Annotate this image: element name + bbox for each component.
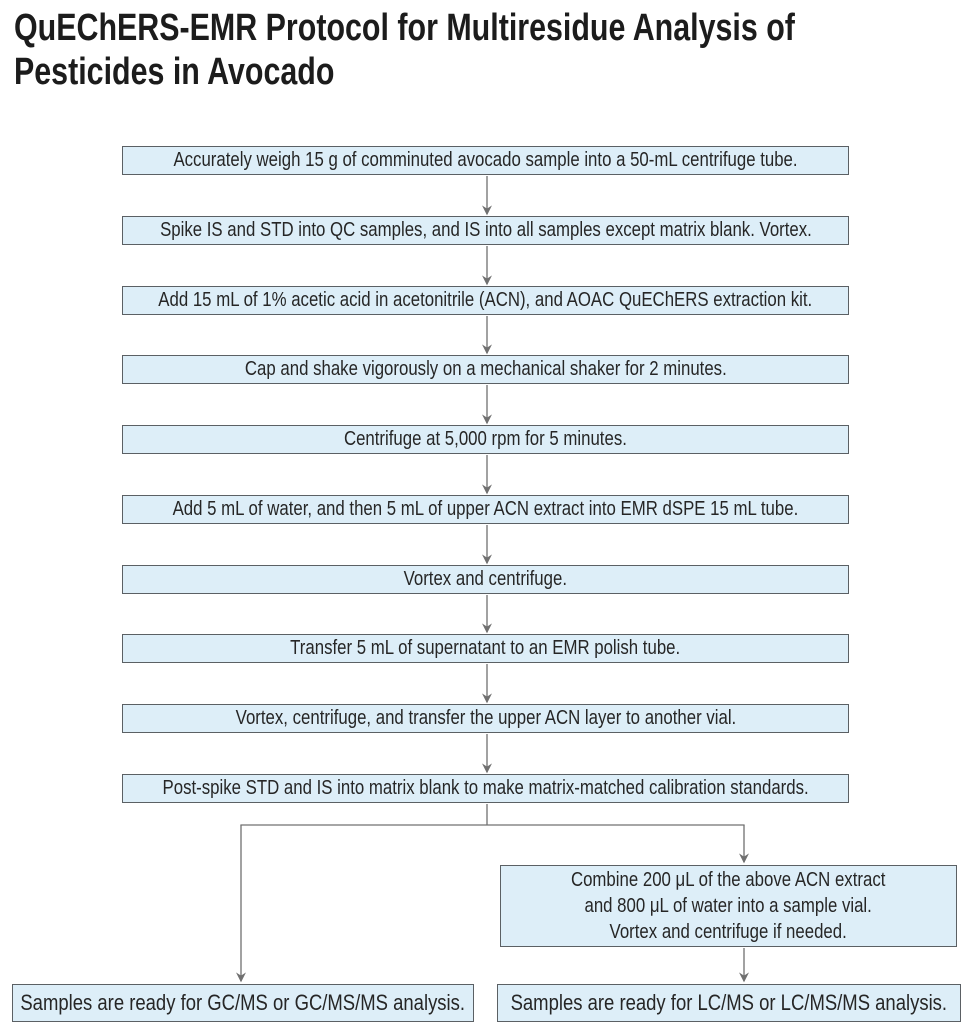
step-label: Accurately weigh 15 g of comminuted avocado sample into a 50-mL centrifuge tube. (173, 149, 798, 171)
step-label: Add 15 mL of 1% acetic acid in acetonitrile (ACN), and AOAC QuEChERS extraction kit. (158, 289, 813, 311)
step-box-10 (122, 774, 849, 803)
step-label: Vortex, centrifuge, and transfer the upper ACN layer to another vial. (235, 707, 736, 729)
step-label: Add 5 mL of water, and then 5 mL of upper ACN extract into EMR dSPE 15 mL tube. (172, 498, 799, 520)
step-box-3 (122, 286, 849, 315)
combine-line-3: Vortex and centrifuge if needed. (609, 921, 848, 943)
step-box-1 (122, 146, 849, 175)
combine-line-1: Combine 200 μL of the above ACN extract (571, 869, 886, 891)
step-box-5 (122, 425, 849, 454)
page-title-line-1: QuEChERS-EMR Protocol for Multiresidue Analysis of (14, 7, 795, 49)
step-label: Post-spike STD and IS into matrix blank to make matrix-matched calibration standards. (162, 777, 809, 799)
step-box-8 (122, 634, 849, 663)
step-box-4 (122, 355, 849, 384)
step-label: Transfer 5 mL of supernatant to an EMR polish tube. (290, 637, 681, 659)
page-title-line-2: Pesticides in Avocado (14, 51, 335, 93)
step-box-9 (122, 704, 849, 733)
lc-result-box (497, 984, 961, 1022)
page-title (14, 6, 975, 94)
step-label: Centrifuge at 5,000 rpm for 5 minutes. (344, 428, 627, 450)
step-label: Cap and shake vigorously on a mechanical shaker for 2 minutes. (244, 358, 727, 380)
step-box-6 (122, 495, 849, 524)
combine-line-2: and 800 μL of water into a sample vial. (584, 895, 873, 917)
combine-dilution-text (571, 867, 885, 945)
gc-result-box (12, 984, 474, 1022)
step-label: Vortex and centrifuge. (403, 568, 568, 590)
step-box-2 (122, 216, 849, 245)
gc-result-label: Samples are ready for GC/MS or GC/MS/MS analysis. (20, 990, 466, 1015)
step-label: Spike IS and STD into QC samples, and IS into all samples except matrix blank. Vortex. (159, 219, 812, 241)
combine-dilution-box (500, 865, 957, 947)
lc-result-label: Samples are ready for LC/MS or LC/MS/MS analysis. (510, 990, 948, 1015)
step-box-7 (122, 565, 849, 594)
